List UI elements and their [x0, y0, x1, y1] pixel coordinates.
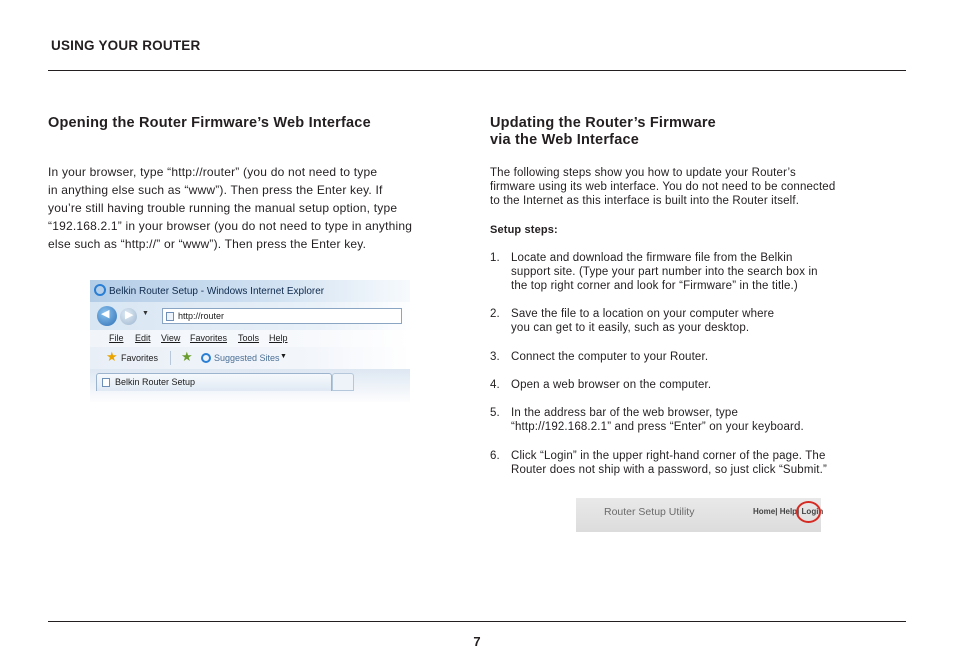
browser-screenshot	[90, 280, 410, 402]
favorites-label: Favorites	[121, 353, 159, 363]
step-number: 5.	[490, 407, 500, 419]
intro-line: to the Internet as this interface is built into the Router itself.	[490, 195, 800, 207]
suggested-sites-icon	[201, 353, 211, 363]
page-icon	[102, 378, 110, 387]
intro-line: The following steps show you how to update your Router’s	[490, 167, 796, 179]
new-tab-button	[332, 373, 354, 391]
step-number: 4.	[490, 379, 500, 391]
page-number: 7	[473, 634, 481, 649]
step-text	[511, 378, 711, 392]
section-title: USING YOUR ROUTER	[51, 38, 201, 53]
chevron-down-icon: ▼	[142, 310, 149, 317]
login-highlight-ring	[796, 501, 821, 523]
step-number: 3.	[490, 351, 500, 363]
right-heading	[490, 115, 716, 149]
menu-help: Help	[269, 333, 288, 343]
left-paragraph	[48, 163, 448, 253]
address-bar	[162, 308, 402, 324]
login-link: Login	[801, 507, 824, 516]
footer-rule	[48, 621, 906, 622]
menu-favorites: Favorites	[190, 333, 228, 343]
utility-title: Router Setup Utility	[604, 506, 695, 518]
page-icon	[166, 312, 174, 321]
step-line: you can get to it easily, such as your desktop.	[511, 322, 750, 334]
link-separator: |	[775, 507, 778, 516]
left-heading: Opening the Router Firmware’s Web Interface	[48, 115, 371, 131]
step-number: 1.	[490, 252, 500, 264]
help-link: Help	[779, 507, 798, 516]
tab-title: Belkin Router Setup	[115, 377, 196, 387]
browser-menu-bar	[90, 330, 410, 347]
step-text	[511, 350, 708, 364]
step-text	[511, 251, 818, 293]
intro-line: firmware using its web interface. You do not need to be connected	[490, 181, 836, 193]
menu-edit: Edit	[135, 333, 151, 343]
step-line: Click “Login” in the upper right-hand corner of the page. The	[511, 450, 826, 462]
step-text	[511, 449, 827, 477]
router-utility-screenshot	[576, 498, 824, 532]
paragraph-line: you’re still having trouble running the manual setup option, type	[48, 201, 398, 215]
step-number: 6.	[490, 450, 500, 462]
step-line: “http://192.168.2.1” and press “Enter” on your keyboard.	[511, 421, 804, 433]
back-arrow-icon: ◀	[97, 306, 117, 326]
step-number: 2.	[490, 308, 500, 320]
suggested-sites-label: Suggested Sites	[214, 353, 280, 363]
right-intro	[490, 166, 900, 208]
step-line: Connect the computer to your Router.	[511, 351, 709, 363]
browser-tab-strip	[90, 369, 410, 402]
toolbar-separator	[170, 351, 171, 365]
right-heading-line: Updating the Router’s Firmware	[490, 115, 716, 131]
favorites-star-icon: ★	[106, 349, 118, 364]
link-separator: |	[797, 507, 800, 516]
address-text: http://router	[178, 311, 225, 321]
home-link: Home	[753, 507, 776, 516]
step-text	[511, 307, 774, 335]
ie-logo-icon	[94, 284, 106, 296]
setup-steps-label: Setup steps:	[490, 224, 558, 236]
menu-file: File	[109, 333, 124, 343]
step-line: Locate and download the firmware file from the Belkin	[511, 252, 793, 264]
paragraph-line: In your browser, type “http://router” (you do not need to type	[48, 165, 378, 179]
forward-arrow-icon: ▶	[120, 308, 137, 325]
add-favorite-icon: ★	[181, 349, 193, 364]
step-line: the top right corner and look for “Firmware” in the title.)	[511, 280, 798, 292]
menu-tools: Tools	[238, 333, 260, 343]
browser-title-bar	[90, 280, 410, 302]
step-line: Router does not ship with a password, so just click “Submit.”	[511, 464, 827, 476]
right-heading-line: via the Web Interface	[490, 132, 639, 148]
step-line: support site. (Type your part number into the search box in	[511, 266, 818, 278]
chevron-down-icon: ▼	[280, 353, 287, 360]
browser-address-row	[90, 302, 410, 330]
favorites-bar	[90, 347, 410, 369]
browser-tab	[96, 373, 332, 391]
paragraph-line: “192.168.2.1” in your browser (you do not need to type in anything	[48, 219, 413, 233]
step-line: In the address bar of the web browser, type	[511, 407, 738, 419]
step-text	[511, 406, 804, 434]
header-rule	[48, 70, 906, 71]
step-line: Open a web browser on the computer.	[511, 379, 712, 391]
menu-view: View	[161, 333, 181, 343]
step-line: Save the file to a location on your computer where	[511, 308, 775, 320]
browser-window-title: Belkin Router Setup - Windows Internet Explorer	[109, 286, 325, 297]
paragraph-line: else such as “http://” or “www”). Then press the Enter key.	[48, 237, 367, 251]
paragraph-line: in anything else such as “www”). Then press the Enter key. If	[48, 183, 383, 197]
